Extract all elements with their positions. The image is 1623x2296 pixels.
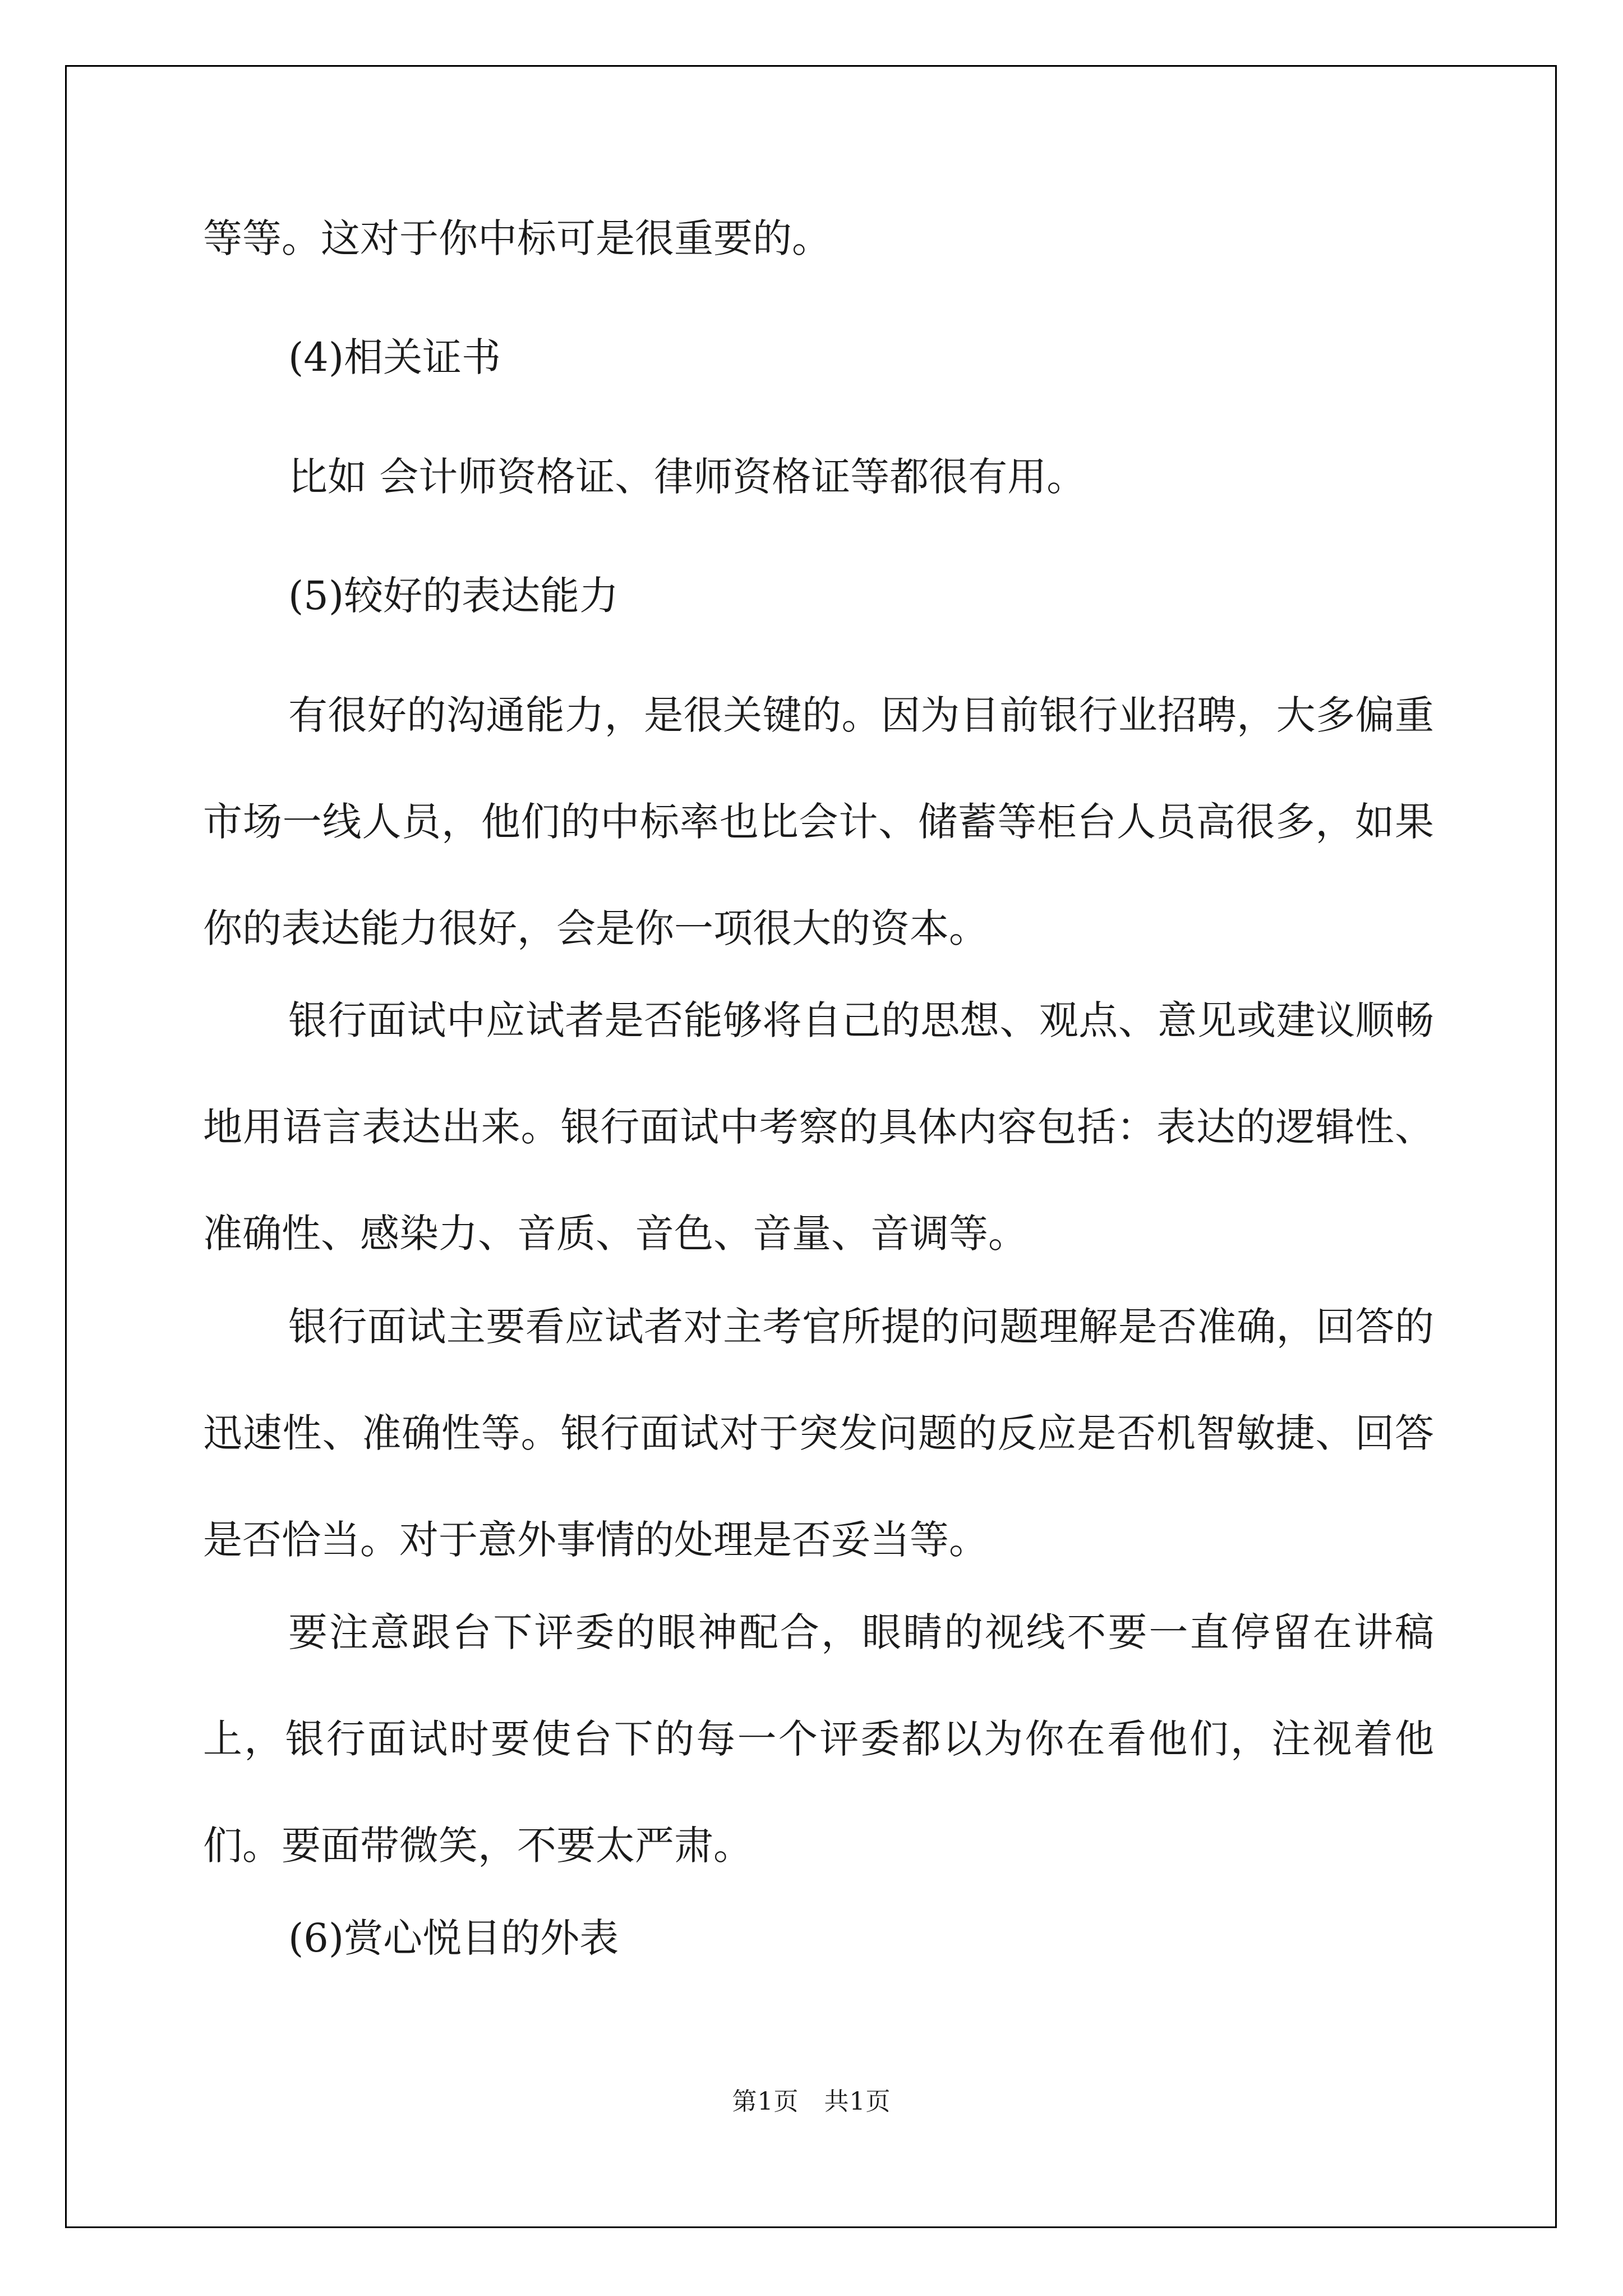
paragraph-communication: 有很好的沟通能力，是很关键的。因为目前银行业招聘，大多偏重市场一线人员，他们的中标率也比会计、储蓄等柜台人员高很多，如果你的表达能力很好，会是你一项很大的资本。: [203, 692, 1434, 951]
heading-expression-ability: (5)较好的表达能力: [288, 573, 619, 619]
heading-appearance: (6)赏心悦目的外表: [288, 1915, 619, 1961]
paragraph-interview-response: 银行面试主要看应试者对主考官所提的问题理解是否准确，回答的迅速性、准确性等。银行面试对于突发问题的反应是否机智敏捷、回答是否恰当。对于意外事情的处理是否妥当等。: [203, 1304, 1434, 1563]
page-footer: 第1页 共1页: [732, 2087, 891, 2116]
paragraph-eye-contact: 要注意跟台下评委的眼神配合，眼睛的视线不要一直停留在讲稿上，银行面试时要使台下的每一个评委都以为你在看他们，注视着他们。要面带微笑，不要太严肃。: [203, 1609, 1434, 1869]
heading-certificates: (4)相关证书: [288, 334, 501, 380]
paragraph-certificates: 比如 会计师资格证、律师资格证等都很有用。: [288, 454, 1086, 500]
paragraph-continuation: 等等。这对于你中标可是很重要的。: [203, 215, 831, 261]
paragraph-interview-expression: 银行面试中应试者是否能够将自己的思想、观点、意见或建议顺畅地用语言表达出来。银行面试中考察的具体内容包括：表达的逻辑性、准确性、感染力、音质、音色、音量、音调等。: [203, 997, 1434, 1257]
